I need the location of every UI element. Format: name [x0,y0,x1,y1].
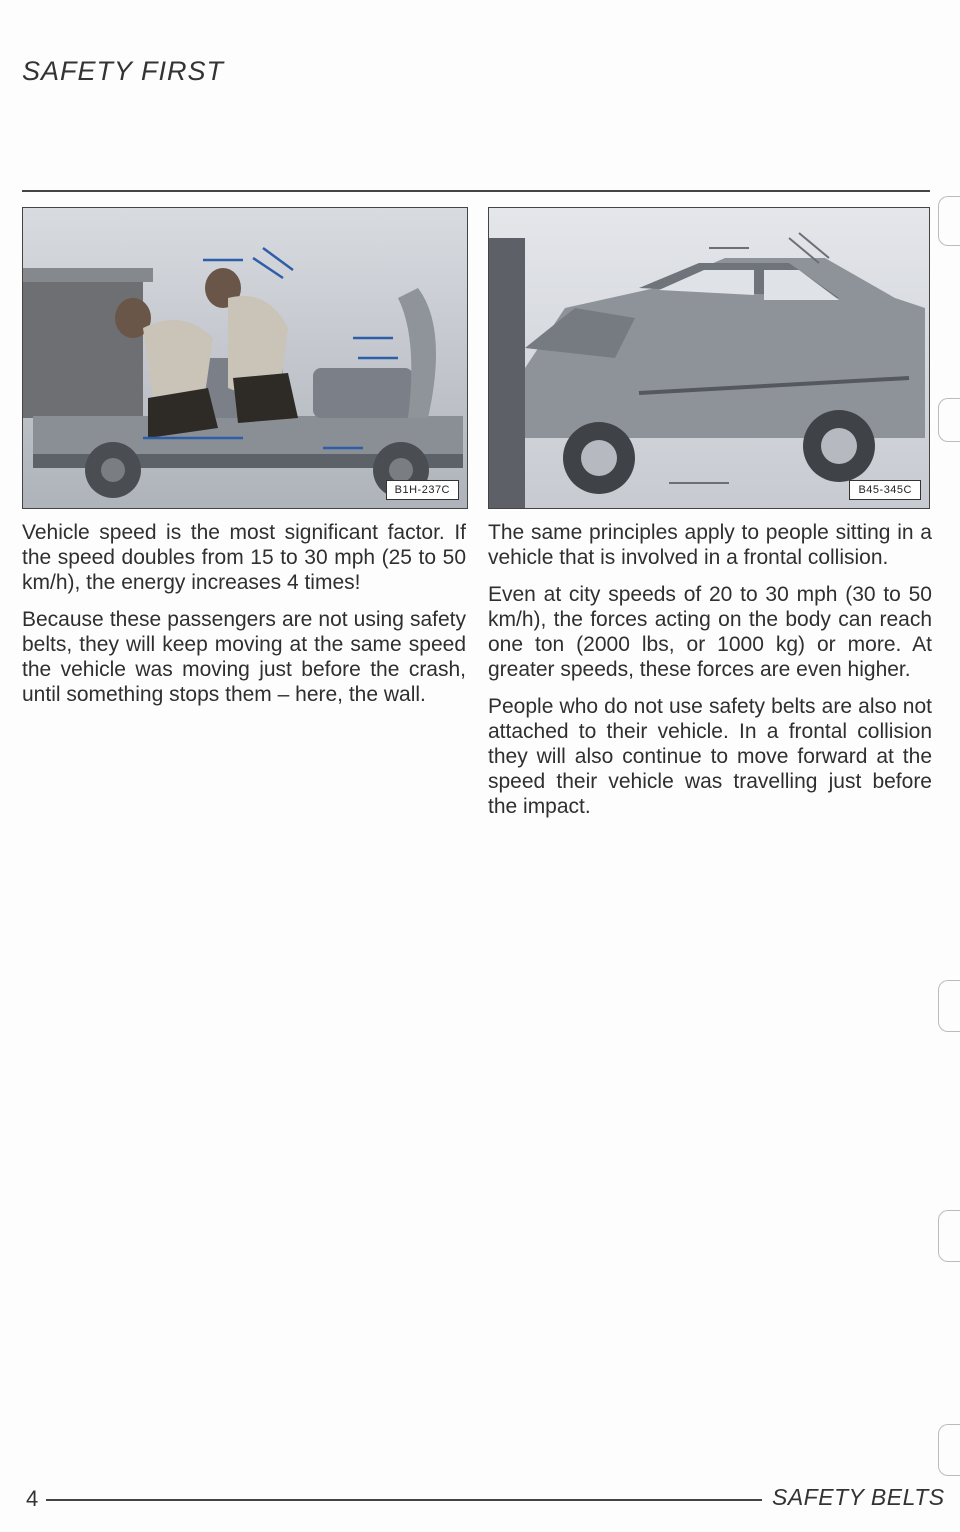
left-text-column [22,520,466,719]
page-edge-tab [938,196,960,246]
header-divider [22,190,930,192]
right-text-column [488,520,932,831]
car-crash-illustration [489,208,930,509]
figure-code-label: B1H-237C [386,480,459,500]
paragraph: The same principles apply to people sitting in a vehicle that is involved in a frontal collision. [488,521,932,569]
page-header-title: SAFETY FIRST [22,56,225,86]
figure-crash-sled [22,207,468,509]
page-edge-tab [938,1424,960,1476]
figure-car-crash [488,207,930,509]
page-edge-tab [938,1210,960,1262]
footer-section-title: SAFETY BELTS [772,1484,945,1510]
page-edge-tab [938,980,960,1032]
page-number: 4 [26,1486,39,1511]
paragraph: Vehicle speed is the most significant factor. If the speed doubles from 15 to 30 mph (25 to 50 km/h), the energy increases 4 times! [22,521,466,594]
footer-divider [46,1499,762,1501]
paragraph: People who do not use safety belts are also not attached to their vehicle. In a frontal collision they will also continue to move forward at the speed their vehicle was travelling just before the impact. [488,695,932,818]
page-edge-tab [938,398,960,442]
paragraph: Because these passengers are not using safety belts, they will keep moving at the same speed the vehicle was moving just before the crash, until something stops them – here, the wall. [22,608,466,706]
crash-sled-illustration [23,208,468,509]
figure-code-label: B45-345C [849,480,921,500]
paragraph: Even at city speeds of 20 to 30 mph (30 to 50 km/h), the forces acting on the body can reach one ton (2000 lbs, or 1000 kg) or more. At greater speeds, these forces are even higher. [488,583,932,681]
